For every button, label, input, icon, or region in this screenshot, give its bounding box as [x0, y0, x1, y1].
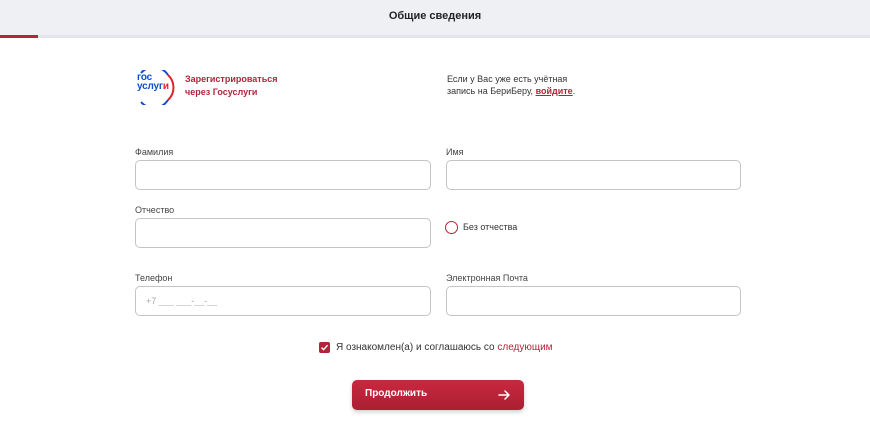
agree-text-label: Я ознакомлен(а) и соглашаюсь со [336, 342, 495, 353]
last-name-input[interactable] [135, 160, 431, 190]
login-link[interactable]: войдите [535, 86, 573, 96]
gosuslugi-logo-text-b: и [162, 81, 169, 92]
patronymic-input[interactable] [135, 218, 431, 248]
agree-checkbox[interactable] [319, 342, 330, 353]
login-note-suffix: . [572, 86, 576, 96]
arrow-right-icon [497, 388, 511, 402]
no-patronymic-radio[interactable] [445, 221, 458, 234]
first-name-label: Имя [446, 147, 464, 157]
phone-input[interactable] [135, 286, 431, 316]
email-label: Электронная Почта [446, 273, 528, 283]
continue-button[interactable] [352, 380, 524, 410]
progress-bar [0, 35, 870, 38]
first-name-input[interactable] [446, 160, 741, 190]
progress-fill [0, 35, 38, 38]
top-header [0, 0, 870, 35]
page-title: Общие сведения [388, 10, 482, 22]
gosuslugi-logo-text-bottom [137, 82, 169, 92]
gosuslugi-logo-text-top: гос [137, 72, 152, 83]
gosuslugi-register-link[interactable]: Зарегистрироваться через Госуслуги [185, 74, 278, 97]
agree-text [336, 342, 553, 353]
login-note-text: Если у Вас уже есть учётная запись на БериБеру, [447, 74, 568, 96]
phone-label: Телефон [135, 273, 173, 283]
last-name-label: Фамилия [135, 147, 174, 157]
login-note [447, 73, 587, 97]
continue-button-label: Продолжить [365, 388, 428, 399]
agree-terms-link[interactable]: следующим [497, 342, 553, 353]
patronymic-label: Отчество [135, 205, 175, 215]
gosuslugi-logo[interactable] [135, 70, 175, 105]
checkmark-icon [319, 342, 330, 353]
gosuslugi-logo-text-a: услуг [137, 81, 163, 92]
no-patronymic-label: Без отчества [463, 222, 518, 232]
email-input[interactable] [446, 286, 741, 316]
